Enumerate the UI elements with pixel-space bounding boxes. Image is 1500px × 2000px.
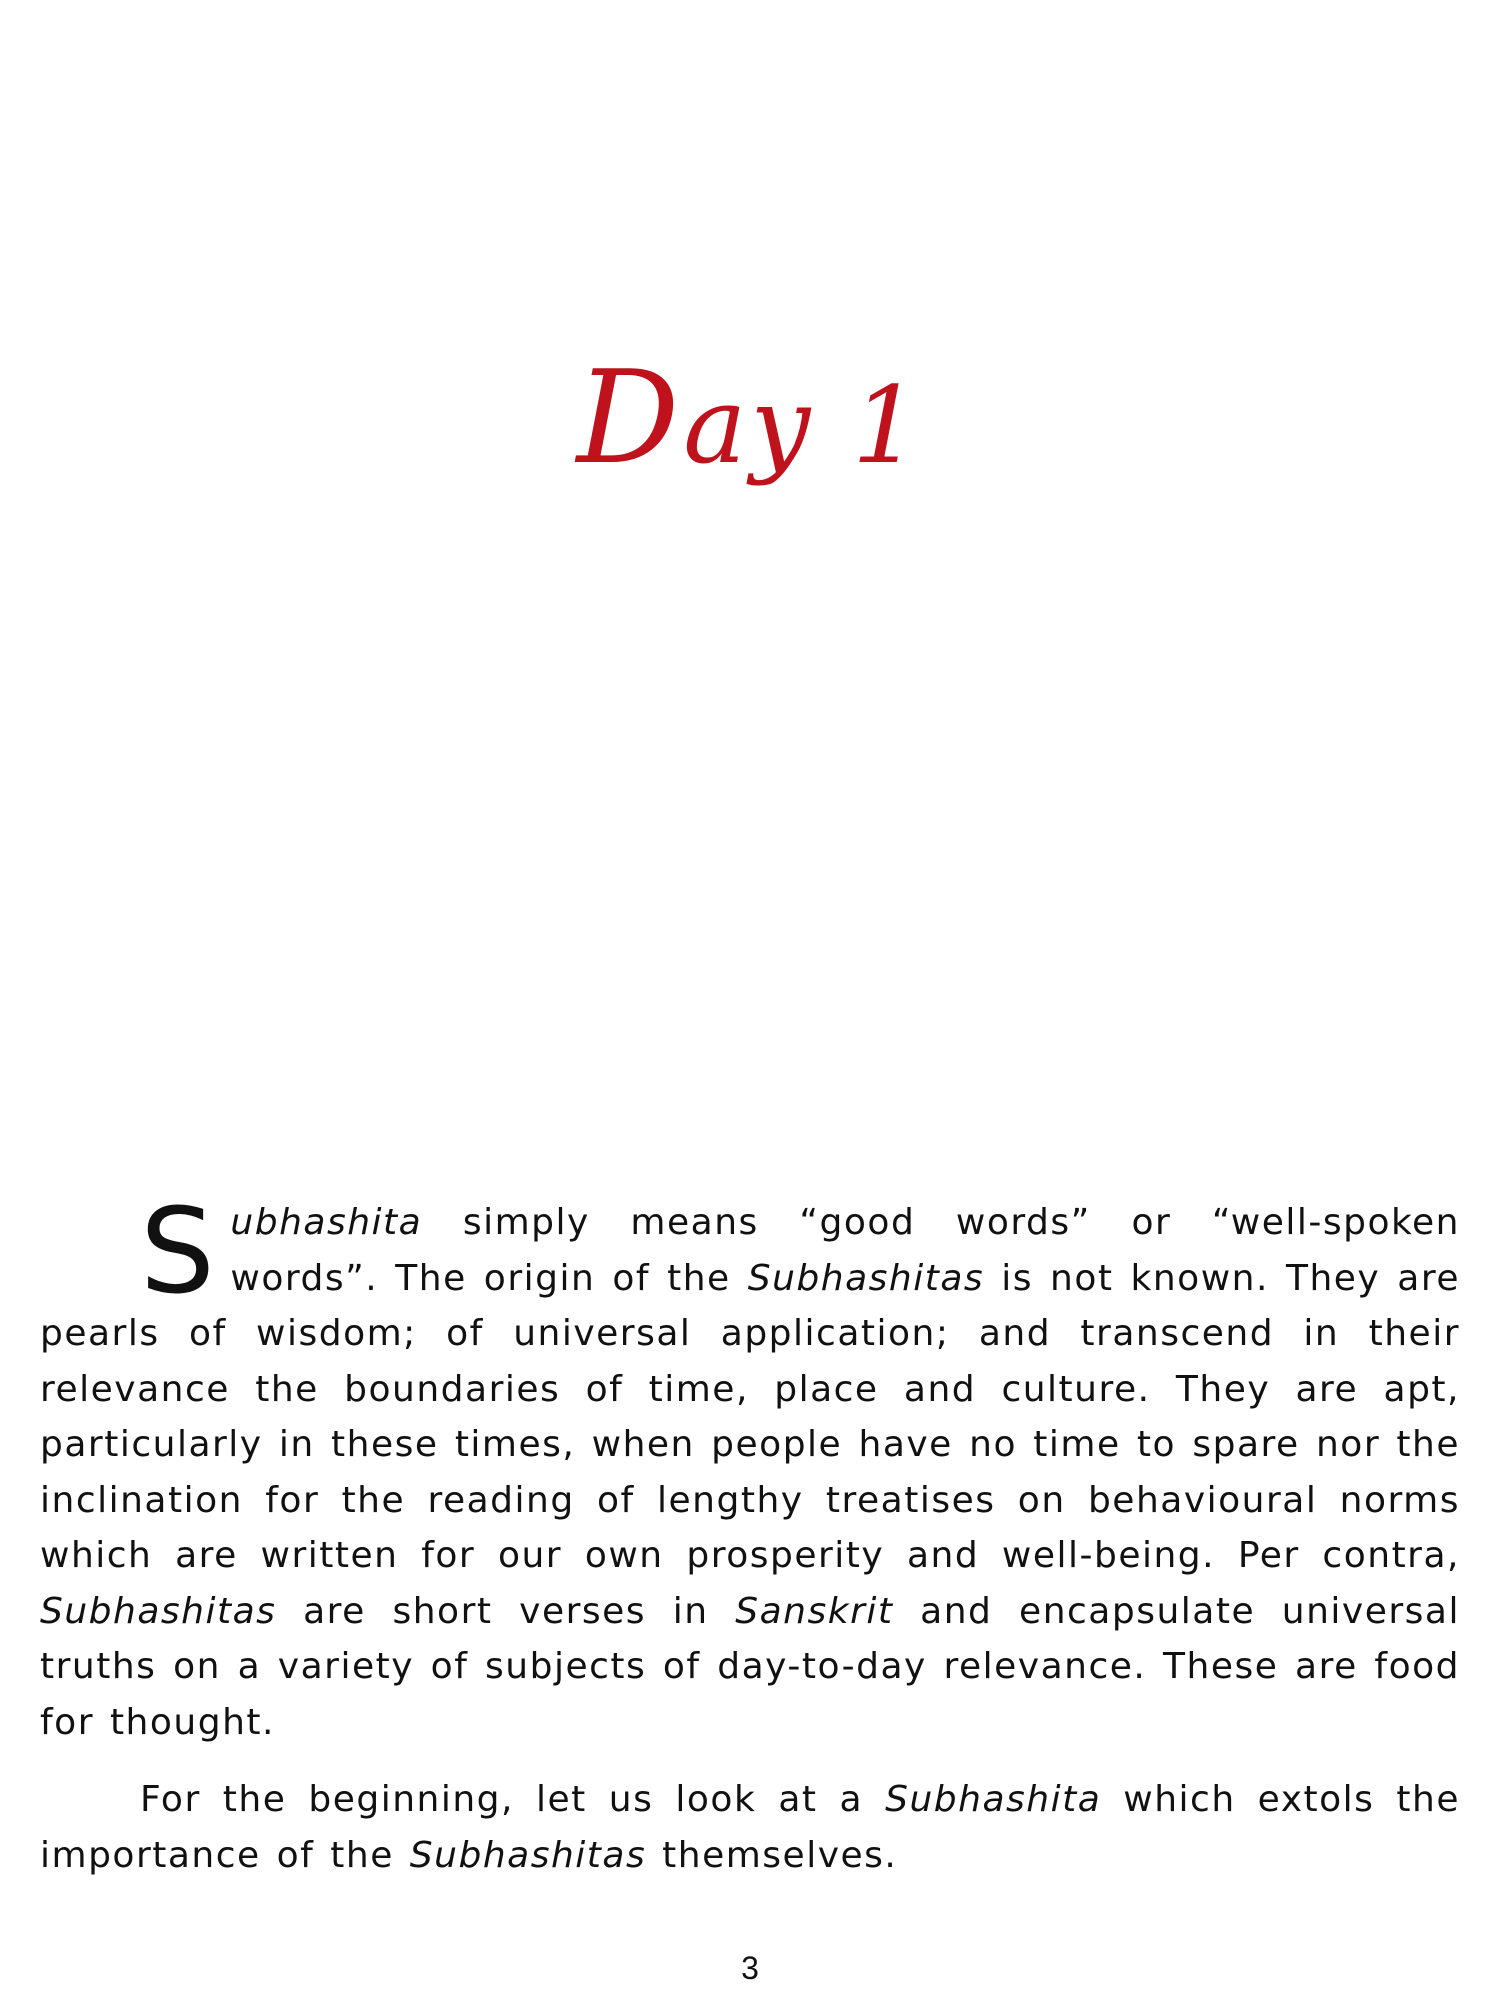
- term-subhashitas: Subhashitas: [40, 1590, 277, 1632]
- chapter-title-rest: ay 1: [683, 364, 924, 487]
- term-sanskrit: Sanskrit: [735, 1590, 894, 1632]
- chapter-title: [0, 344, 1500, 493]
- drop-cap: S: [140, 1182, 217, 1320]
- paragraph-text: is not known. They are pearls of wisdom; of universal application; and transcend in their relevance the boundaries of time, place and culture. They are apt, particularly in these times, when people have no time to spare nor the inclination for the reading of lengthy treatises on behavioural norms which are written for our own prosperity and well-being. Per contra,: [40, 1257, 1460, 1576]
- paragraph-text: For the beginning, let us look at a: [140, 1779, 886, 1820]
- paragraph-text: are short verses in: [276, 1590, 736, 1632]
- paragraph-text: and encapsulate universal truths on a variety of subjects of day-to-day relevance. These are food for thought.: [40, 1590, 1460, 1743]
- paragraph-beginning: [40, 1772, 1460, 1883]
- paragraph-text: simply means “good words” or “well-spoken words”. The origin of the: [230, 1202, 1460, 1299]
- term-subhashita: Subhashita: [885, 1779, 1102, 1820]
- chapter-title-initial: D: [576, 344, 684, 493]
- paragraph-text: which extols the importance of the: [40, 1779, 1461, 1876]
- paragraph-intro: [40, 1182, 1460, 1750]
- term-subhashitas: Subhashitas: [747, 1257, 985, 1299]
- term-subhashitas: Subhashitas: [409, 1834, 647, 1876]
- paragraph-text: themselves.: [646, 1834, 898, 1876]
- term-subhashita: ubhashita: [230, 1202, 423, 1243]
- page-number: 3: [741, 1950, 759, 1986]
- body-text: [40, 1182, 1461, 1883]
